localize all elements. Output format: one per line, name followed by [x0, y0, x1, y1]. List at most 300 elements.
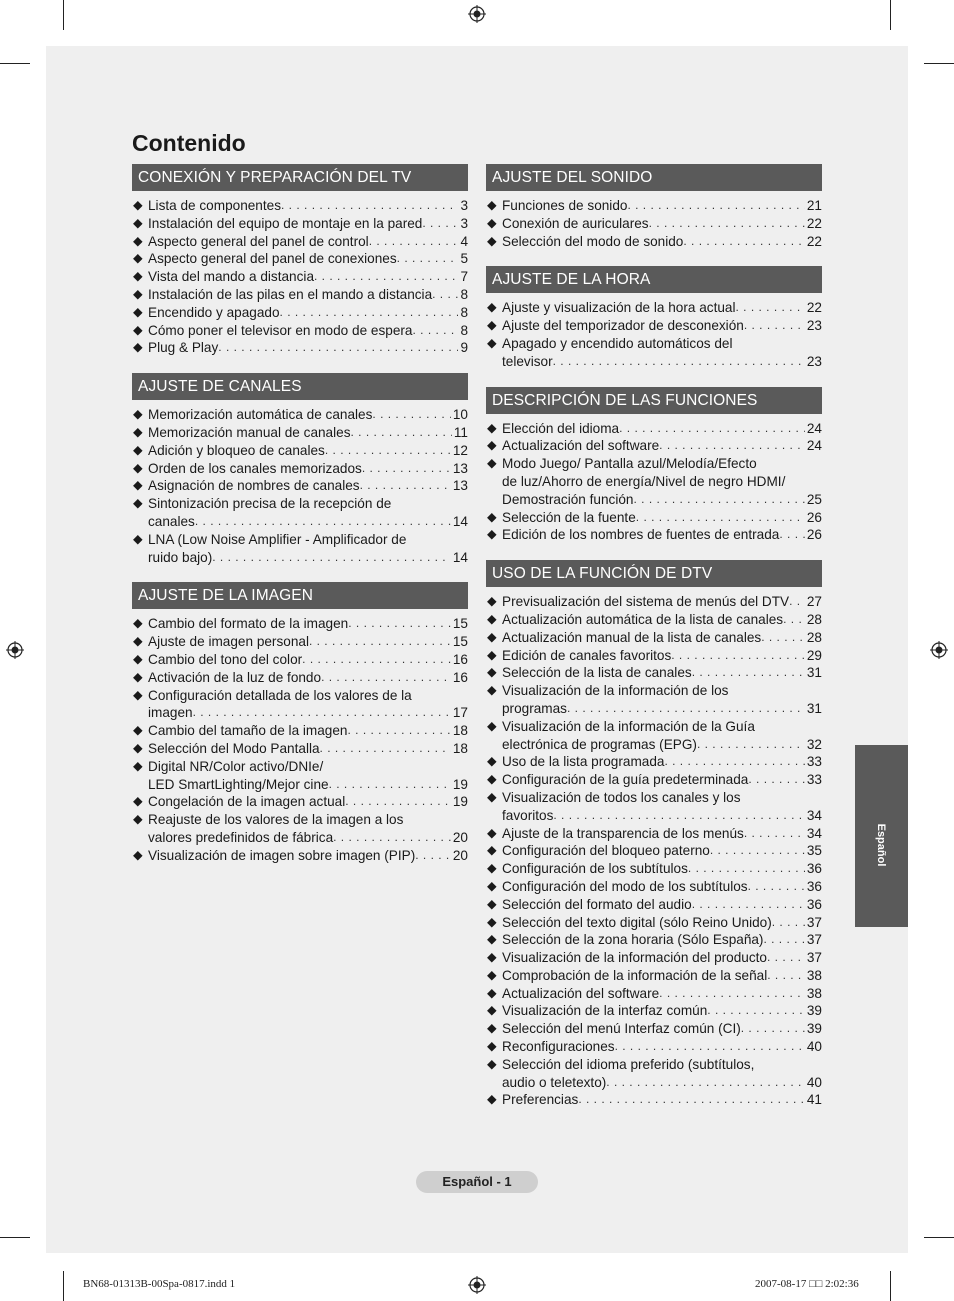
diamond-bullet-icon: ◆ [487, 789, 497, 804]
toc-entry-text: audio o teletexto) [502, 1074, 607, 1090]
toc-entry[interactable] [132, 531, 468, 567]
diamond-bullet-icon: ◆ [133, 740, 143, 755]
toc-entry[interactable] [486, 629, 822, 647]
dot-leader [763, 931, 804, 949]
diamond-bullet-icon: ◆ [487, 335, 497, 350]
diamond-bullet-icon: ◆ [487, 318, 497, 333]
toc-entry-text: Selección de la zona horaria (Sólo España) [502, 932, 764, 948]
toc-page-number: 35 [806, 843, 822, 859]
diamond-bullet-icon: ◆ [133, 847, 143, 862]
toc-entry-text: Apagado y encendido automáticos del [502, 335, 733, 351]
toc-page-number: 41 [806, 1092, 822, 1108]
dot-leader [309, 633, 451, 651]
toc-page-number: 26 [806, 527, 822, 543]
dot-leader [320, 740, 451, 758]
toc-entry-text: Conexión de auriculares [502, 215, 649, 231]
dot-leader [422, 215, 458, 233]
dot-leader [772, 914, 805, 932]
diamond-bullet-icon: ◆ [133, 286, 143, 301]
dot-leader [707, 1002, 805, 1020]
toc-entry-text: Preferencias [502, 1092, 579, 1108]
toc-list [486, 299, 822, 370]
toc-entry-text: Modo Juego/ Pantalla azul/Melodía/Efecto [502, 456, 757, 472]
toc-entry[interactable] [132, 424, 468, 442]
toc-page-number: 19 [452, 776, 468, 792]
toc-entry[interactable] [486, 860, 822, 878]
diamond-bullet-icon: ◆ [487, 1021, 497, 1036]
toc-entry-text: Cambio del formato de la imagen [148, 616, 349, 632]
diamond-bullet-icon: ◆ [133, 723, 143, 738]
diamond-bullet-icon: ◆ [487, 683, 497, 698]
toc-entry-text: Visualización de la interfaz común [502, 1003, 708, 1019]
toc-page-number: 36 [806, 878, 822, 894]
crop-mark [890, 0, 891, 30]
diamond-bullet-icon: ◆ [487, 878, 497, 893]
dot-leader [325, 442, 451, 460]
dot-leader [397, 250, 459, 268]
dot-leader [432, 286, 458, 304]
toc-entry[interactable] [132, 615, 468, 633]
diamond-bullet-icon: ◆ [133, 634, 143, 649]
footer-file-info: BN68-01313B-00Spa-0817.indd 1 [83, 1278, 236, 1290]
toc-entry-text: Reconfiguraciones [502, 1039, 615, 1055]
toc-page-number: 37 [806, 914, 822, 930]
toc-entry-text: Aspecto general del panel de conexiones [148, 251, 397, 267]
diamond-bullet-icon: ◆ [133, 304, 143, 319]
toc-entry-text: Selección del formato del audio [502, 896, 692, 912]
toc-entry[interactable] [132, 758, 468, 794]
toc-entry-text: Elección del idioma [502, 420, 620, 436]
toc-entry-text: Actualización del software [502, 438, 660, 454]
toc-page-number: 31 [806, 700, 822, 716]
toc-page-number: 22 [806, 233, 822, 249]
toc-page-number: 27 [806, 594, 822, 610]
toc-entry[interactable] [132, 233, 468, 251]
crop-mark [0, 1237, 30, 1238]
toc-entry-text: Edición de los nombres de fuentes de entrada [502, 527, 780, 543]
toc-page-number: 14 [452, 513, 468, 529]
diamond-bullet-icon: ◆ [133, 424, 143, 439]
toc-page-number: 16 [452, 651, 468, 667]
toc-entry-text: Memorización manual de canales [148, 424, 351, 440]
diamond-bullet-icon: ◆ [487, 861, 497, 876]
toc-entry-text: Ajuste y visualización de la hora actual [502, 300, 736, 316]
page-number-label: Español - 1 [416, 1171, 538, 1193]
diamond-bullet-icon: ◆ [487, 420, 497, 435]
diamond-bullet-icon: ◆ [133, 269, 143, 284]
toc-page-number: 29 [806, 647, 822, 663]
toc-entry-text: Selección del menú Interfaz común (CI) [502, 1021, 741, 1037]
toc-entry[interactable] [132, 633, 468, 651]
toc-entry[interactable] [132, 722, 468, 740]
toc-page-number: 33 [806, 772, 822, 788]
diamond-bullet-icon: ◆ [487, 594, 497, 609]
toc-page-number: 24 [806, 420, 822, 436]
diamond-bullet-icon: ◆ [133, 478, 143, 493]
toc-page-number: 11 [453, 424, 468, 440]
diamond-bullet-icon: ◆ [487, 932, 497, 947]
toc-page-number: 4 [460, 233, 468, 249]
toc-entry[interactable] [486, 1002, 822, 1020]
diamond-bullet-icon: ◆ [487, 1003, 497, 1018]
diamond-bullet-icon: ◆ [487, 1092, 497, 1107]
toc-entry[interactable] [486, 1091, 822, 1109]
toc-entry[interactable] [486, 718, 822, 754]
diamond-bullet-icon: ◆ [487, 527, 497, 542]
toc-entry[interactable] [486, 215, 822, 233]
toc-entry-text: Aspecto general del panel de control [148, 233, 369, 249]
dot-leader [333, 829, 451, 847]
diamond-bullet-icon: ◆ [133, 322, 143, 337]
toc-entry[interactable] [486, 931, 822, 949]
toc-entry-text: Configuración detallada de los valores de la [148, 687, 412, 703]
toc-entry-text: Configuración del modo de los subtítulos [502, 878, 748, 894]
toc-page-number: 20 [452, 829, 468, 845]
toc-page-number: 38 [806, 985, 822, 1001]
dot-leader [789, 593, 805, 611]
toc-entry[interactable] [486, 1020, 822, 1038]
diamond-bullet-icon: ◆ [487, 215, 497, 230]
toc-entry[interactable] [132, 286, 468, 304]
dot-leader [741, 1020, 805, 1038]
toc-entry[interactable] [486, 437, 822, 455]
toc-entry[interactable] [486, 896, 822, 914]
toc-page-number: 15 [452, 634, 468, 650]
diamond-bullet-icon: ◆ [133, 442, 143, 457]
toc-entry[interactable] [486, 420, 822, 438]
crop-mark [890, 1271, 891, 1301]
dot-leader [627, 197, 804, 215]
toc-page-number: 39 [806, 1021, 822, 1037]
toc-page-number: 18 [452, 723, 468, 739]
toc-page-number: 5 [460, 251, 468, 267]
toc-entry[interactable] [132, 687, 468, 723]
diamond-bullet-icon: ◆ [133, 460, 143, 475]
toc-entry-text: Selección del texto digital (sólo Reino Unido) [502, 914, 772, 930]
dot-leader [633, 491, 804, 509]
dot-leader [567, 700, 805, 718]
toc-section [486, 164, 822, 250]
toc-entry-text: canales [148, 513, 195, 529]
diamond-bullet-icon: ◆ [133, 340, 143, 355]
dot-leader [553, 353, 805, 371]
diamond-bullet-icon: ◆ [487, 718, 497, 733]
toc-entry[interactable] [486, 197, 822, 215]
toc-entry[interactable] [132, 811, 468, 847]
toc-page-number: 40 [806, 1039, 822, 1055]
toc-section [132, 582, 468, 864]
diamond-bullet-icon: ◆ [487, 825, 497, 840]
toc-entry[interactable] [486, 317, 822, 335]
toc-page-number: 28 [806, 611, 822, 627]
footer-date-info: 2007-08-17 □□ 2:02:36 [755, 1278, 859, 1290]
section-heading: AJUSTE DEL SONIDO [486, 164, 822, 191]
diamond-bullet-icon: ◆ [133, 215, 143, 230]
toc-entry[interactable] [486, 682, 822, 718]
toc-section [486, 266, 822, 370]
toc-page-number: 8 [460, 322, 468, 338]
diamond-bullet-icon: ◆ [487, 1039, 497, 1054]
toc-entry-text: televisor [502, 353, 553, 369]
toc-entry[interactable] [132, 197, 468, 215]
toc-entry-text: Actualización automática de la lista de canales [502, 611, 784, 627]
toc-entry[interactable] [486, 455, 822, 508]
dot-leader [412, 322, 458, 340]
toc-entry[interactable] [132, 460, 468, 478]
crop-mark [63, 1271, 64, 1301]
toc-entry[interactable] [132, 406, 468, 424]
diamond-bullet-icon: ◆ [487, 233, 497, 248]
dot-leader [372, 406, 450, 424]
crop-mark [63, 0, 64, 30]
toc-entry[interactable] [132, 322, 468, 340]
toc-entry-text: imagen [148, 705, 193, 721]
dot-leader [321, 669, 451, 687]
toc-page-number: 26 [806, 509, 822, 525]
diamond-bullet-icon: ◆ [133, 531, 143, 546]
dot-leader [683, 233, 805, 251]
toc-entry-text: Actualización del software [502, 985, 660, 1001]
toc-entry-text: Actualización manual de la lista de canales [502, 629, 762, 645]
toc-entry[interactable] [132, 793, 468, 811]
toc-entry[interactable] [486, 611, 822, 629]
toc-entry-text: Comprobación de la información de la señal [502, 967, 768, 983]
dot-leader [195, 513, 451, 531]
toc-entry-text: Uso de la lista programada [502, 754, 665, 770]
toc-page-number: 28 [806, 629, 822, 645]
dot-leader [619, 420, 805, 438]
diamond-bullet-icon: ◆ [133, 407, 143, 422]
dot-leader [671, 647, 805, 665]
diamond-bullet-icon: ◆ [133, 794, 143, 809]
toc-entry[interactable] [132, 847, 468, 865]
toc-entry-text: Sintonización precisa de la recepción de [148, 496, 392, 512]
toc-entry-text: Visualización de todos los canales y los [502, 789, 741, 805]
section-heading: USO DE LA FUNCIÓN DE DTV [486, 560, 822, 587]
toc-entry[interactable] [486, 753, 822, 771]
toc-entry-text: ruido bajo) [148, 549, 213, 565]
diamond-bullet-icon: ◆ [487, 629, 497, 644]
toc-entry[interactable] [486, 526, 822, 544]
toc-entry-text: Cómo poner el televisor en modo de espera [148, 322, 413, 338]
toc-entry-text: Activación de la luz de fondo [148, 669, 322, 685]
toc-page-number: 33 [806, 754, 822, 770]
toc-entry[interactable] [486, 647, 822, 665]
toc-page-number: 20 [452, 847, 468, 863]
diamond-bullet-icon: ◆ [487, 300, 497, 315]
dot-leader [351, 424, 452, 442]
toc-list [486, 593, 822, 1109]
toc-entry[interactable] [486, 335, 822, 371]
toc-entry[interactable] [486, 299, 822, 317]
crop-mark [0, 63, 30, 64]
toc-page-number: 8 [460, 304, 468, 320]
toc-page-number: 25 [806, 491, 822, 507]
toc-entry-text: Selección de la fuente [502, 509, 636, 525]
toc-section [132, 373, 468, 566]
toc-entry[interactable] [486, 1038, 822, 1056]
toc-entry-text: Vista del mando a distancia [148, 269, 314, 285]
diamond-bullet-icon: ◆ [487, 896, 497, 911]
dot-leader [636, 509, 805, 527]
dot-leader [302, 651, 451, 669]
toc-entry[interactable] [132, 651, 468, 669]
toc-entry[interactable] [132, 339, 468, 357]
toc-entry-text: de luz/Ahorro de energía/Nivel de negro HDMI/ [502, 473, 786, 489]
dot-leader [664, 753, 804, 771]
dot-leader [615, 1038, 805, 1056]
toc-page-number: 10 [452, 407, 468, 423]
diamond-bullet-icon: ◆ [487, 950, 497, 965]
toc-list [132, 406, 468, 566]
toc-entry[interactable] [132, 495, 468, 531]
dot-leader [348, 722, 451, 740]
toc-entry-text: Edición de canales favoritos [502, 647, 672, 663]
toc-page-number: 18 [452, 740, 468, 756]
toc-entry[interactable] [486, 825, 822, 843]
page-title: Contenido [132, 130, 246, 156]
diamond-bullet-icon: ◆ [487, 967, 497, 982]
diamond-bullet-icon: ◆ [487, 914, 497, 929]
dot-leader [744, 825, 805, 843]
toc-entry[interactable] [486, 985, 822, 1003]
toc-entry[interactable] [486, 842, 822, 860]
toc-entry[interactable] [132, 442, 468, 460]
toc-entry-text: programas [502, 700, 567, 716]
toc-section [486, 560, 822, 1109]
dot-leader [578, 1091, 805, 1109]
toc-entry[interactable] [132, 669, 468, 687]
toc-page-number: 16 [452, 669, 468, 685]
toc-entry[interactable] [486, 967, 822, 985]
toc-entry-text: Visualización de la información de los [502, 683, 729, 699]
toc-entry-text: Selección del Modo Pantalla [148, 740, 320, 756]
toc-entry-text: Memorización automática de canales [148, 407, 373, 423]
toc-left-column [132, 164, 468, 881]
dot-leader [649, 215, 805, 233]
toc-entry-text: Plug & Play [148, 340, 219, 356]
toc-entry[interactable] [486, 1056, 822, 1092]
toc-entry[interactable] [486, 914, 822, 932]
dot-leader [212, 549, 451, 567]
toc-page-number: 3 [460, 215, 468, 231]
toc-entry[interactable] [132, 215, 468, 233]
toc-page-number: 23 [806, 353, 822, 369]
toc-entry[interactable] [132, 304, 468, 322]
toc-entry-text: LNA (Low Noise Amplifier - Amplificador de [148, 531, 407, 547]
dot-leader [761, 629, 805, 647]
toc-entry-text: Ajuste de la transparencia de los menús [502, 825, 744, 841]
toc-entry-text: Cambio del tono del color [148, 651, 303, 667]
dot-leader [744, 317, 805, 335]
toc-entry[interactable] [132, 477, 468, 495]
diamond-bullet-icon: ◆ [133, 251, 143, 266]
dot-leader [369, 233, 459, 251]
dot-leader [659, 437, 805, 455]
section-heading: AJUSTE DE LA IMAGEN [132, 582, 468, 609]
toc-entry-text: favoritos [502, 807, 554, 823]
toc-entry[interactable] [132, 250, 468, 268]
toc-entry-text: valores predefinidos de fábrica [148, 829, 334, 845]
diamond-bullet-icon: ◆ [487, 198, 497, 212]
toc-entry-text: Funciones de sonido [502, 198, 628, 213]
dot-leader [362, 460, 451, 478]
registration-mark-icon [468, 5, 486, 23]
diamond-bullet-icon: ◆ [487, 647, 497, 662]
diamond-bullet-icon: ◆ [133, 233, 143, 248]
toc-page-number: 19 [452, 794, 468, 810]
toc-entry-text: Visualización de la información de la Guía [502, 718, 755, 734]
toc-entry-text: Lista de componentes [148, 198, 282, 213]
toc-page-number: 37 [806, 932, 822, 948]
toc-entry[interactable] [486, 509, 822, 527]
toc-entry[interactable] [486, 771, 822, 789]
toc-list [486, 420, 822, 545]
toc-entry[interactable] [486, 233, 822, 251]
section-heading: CONEXIÓN Y PREPARACIÓN DEL TV [132, 164, 468, 191]
toc-section [486, 387, 822, 545]
dot-leader [280, 304, 459, 322]
toc-entry[interactable] [486, 664, 822, 682]
dot-leader [314, 268, 458, 286]
diamond-bullet-icon: ◆ [487, 754, 497, 769]
toc-entry[interactable] [132, 740, 468, 758]
diamond-bullet-icon: ◆ [133, 496, 143, 511]
toc-entry[interactable] [132, 268, 468, 286]
toc-page-number: 22 [806, 300, 822, 316]
dot-leader [748, 878, 805, 896]
crop-mark [924, 63, 954, 64]
toc-entry[interactable] [486, 593, 822, 611]
toc-entry-text: Instalación del equipo de montaje en la pared [148, 215, 423, 231]
diamond-bullet-icon: ◆ [487, 665, 497, 680]
dot-leader [767, 949, 805, 967]
toc-page-number: 17 [452, 705, 468, 721]
section-heading: DESCRIPCIÓN DE LAS FUNCIONES [486, 387, 822, 414]
dot-leader [348, 615, 451, 633]
diamond-bullet-icon: ◆ [133, 198, 143, 212]
toc-entry[interactable] [486, 878, 822, 896]
dot-leader [659, 985, 805, 1003]
dot-leader [692, 664, 805, 682]
toc-entry[interactable] [486, 949, 822, 967]
toc-page-number: 36 [806, 861, 822, 877]
dot-leader [329, 776, 451, 794]
toc-page-number: 14 [452, 549, 468, 565]
dot-leader [688, 860, 805, 878]
dot-leader [779, 526, 805, 544]
toc-page-number: 40 [806, 1074, 822, 1090]
toc-page-number: 37 [806, 950, 822, 966]
toc-page-number: 36 [806, 896, 822, 912]
diamond-bullet-icon: ◆ [133, 758, 143, 773]
dot-leader [710, 842, 805, 860]
diamond-bullet-icon: ◆ [487, 985, 497, 1000]
registration-mark-icon [468, 1276, 486, 1294]
toc-entry-text: electrónica de programas (EPG) [502, 736, 697, 752]
diamond-bullet-icon: ◆ [487, 509, 497, 524]
dot-leader [553, 807, 805, 825]
diamond-bullet-icon: ◆ [487, 772, 497, 787]
dot-leader [281, 197, 458, 215]
diamond-bullet-icon: ◆ [487, 438, 497, 453]
language-side-tab-label: Español [875, 823, 887, 867]
toc-entry-text: Cambio del tamaño de la imagen [148, 723, 348, 739]
toc-entry[interactable] [486, 789, 822, 825]
toc-entry-text: Encendido y apagado [148, 304, 280, 320]
diamond-bullet-icon: ◆ [133, 669, 143, 684]
toc-entry-text: Configuración de la guía predeterminada [502, 772, 749, 788]
